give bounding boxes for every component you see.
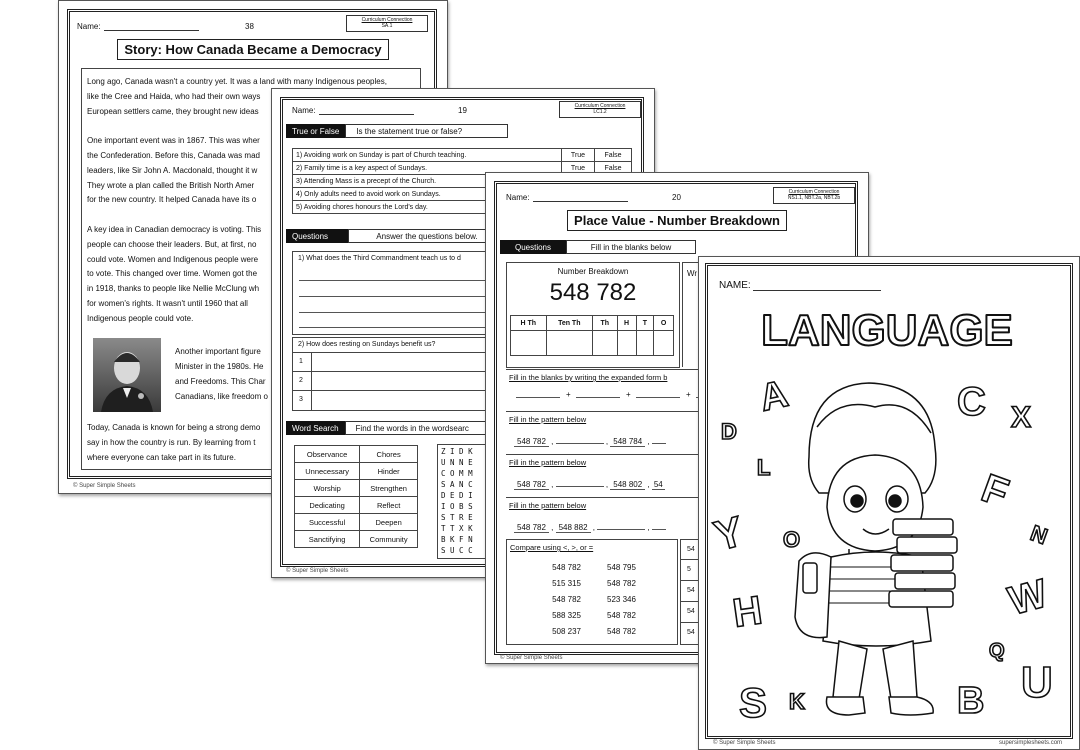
false-option[interactable]: False [595, 149, 632, 162]
name-field [506, 193, 628, 202]
name-label: NAME: [719, 280, 751, 291]
name-line [104, 23, 199, 31]
pattern-value: 548 782 [514, 523, 549, 533]
word-cell: Community [360, 531, 418, 548]
pattern-blank[interactable] [652, 443, 666, 444]
grid-row: Z I D K [441, 447, 473, 456]
grid-row: S U C C [441, 546, 473, 555]
place-header: O [654, 316, 674, 331]
word-cell: Strengthen [360, 480, 418, 497]
story-line: the Confederation. Before this, Canada was mad [87, 150, 260, 160]
compare-right: 548 782 [607, 579, 636, 588]
place-answer-cell[interactable] [546, 331, 592, 356]
child-illustration [795, 383, 957, 715]
story-line: Indigenous people could vote. [87, 313, 194, 323]
letter-x: X [1011, 401, 1032, 434]
word-cell: Reflect [360, 497, 418, 514]
compare-row [517, 608, 636, 624]
name-label: Name: [292, 106, 316, 115]
side-cell: 54 [687, 629, 695, 636]
pattern-row: 548 782 , 548 882 , , [514, 523, 666, 533]
compare-left: 548 782 [552, 595, 581, 604]
word-cell: Successful [295, 514, 360, 531]
written-form-label: Wr [687, 269, 698, 278]
closing-text [87, 420, 260, 465]
footer-copyright: © Super Simple Sheets [286, 568, 349, 574]
statement-cell: 2) Family time is a key aspect of Sundays. [293, 162, 562, 175]
footer-copyright: © Super Simple Sheets [500, 655, 563, 661]
compare-row [517, 592, 636, 608]
letter-a: A [756, 373, 792, 420]
pattern-blank[interactable] [556, 486, 604, 487]
story-line: like the Cree and Haida, who had their own ways [87, 91, 261, 101]
compare-box [506, 539, 678, 645]
grid-row: S A N C [441, 480, 473, 489]
story-line: to vote. This changed over time. Women got the [87, 269, 258, 279]
portrait-text [175, 344, 268, 404]
grid-row: I O B S [441, 502, 473, 511]
coloring-art [699, 257, 1079, 749]
letter-o: O [783, 527, 801, 552]
section-tab: Word Search [286, 421, 345, 435]
sheet-title: Place Value - Number Breakdown [486, 210, 868, 231]
side-cell: 54 [681, 602, 705, 623]
section-instruction: Is the statement true or false? [345, 124, 508, 138]
pattern-blank[interactable] [652, 529, 666, 530]
answer-number: 1 [299, 358, 303, 365]
closing-line: Today, Canada is known for being a strong demo [87, 423, 261, 432]
story-line: European settlers came, they brought new ideas [87, 106, 259, 116]
word-cell: Observance [295, 446, 360, 463]
section-instruction: Fill in the blanks below [566, 240, 696, 254]
closing-line: say in how the country is run. By learning from t [87, 438, 256, 447]
closing-line: where everyone can take part in its future. [87, 453, 236, 462]
answer-number: 2 [299, 377, 303, 384]
story-line: could vote. Women and Indigenous people were [87, 254, 259, 264]
place-value-table [510, 315, 674, 356]
number-breakdown-box [506, 262, 680, 368]
portrait-figure [93, 338, 161, 412]
story-line: in 1918, thanks to people like Nellie McClung wh [87, 284, 260, 294]
story-line: Long ago, Canada wasn't a country yet. It was a land with many Indigenous peoples, [87, 77, 387, 86]
story-line: people can choose their leaders. But, at first, no [87, 239, 257, 249]
portrait-line: Canadians, like freedom o [175, 392, 268, 401]
table-row [295, 480, 418, 497]
grid-row: S T R E [441, 513, 473, 522]
compare-rows [517, 560, 636, 640]
pattern-value: 548 784 [610, 437, 645, 447]
side-cell: 5 [681, 560, 705, 581]
letter-s: S [739, 679, 768, 726]
word-cell: Deepen [360, 514, 418, 531]
name-field [77, 22, 199, 31]
name-line [319, 107, 414, 115]
name-label: Name: [77, 22, 101, 31]
pattern-value: 548 782 [514, 480, 549, 490]
pattern-label: Fill in the pattern below [509, 415, 587, 424]
name-label: Name: [506, 193, 530, 202]
grid-row: T T X K [441, 524, 473, 533]
compare-left: 508 237 [552, 627, 581, 636]
coloring-page-language [698, 256, 1080, 750]
section-bar-word-search [286, 421, 506, 435]
compare-right: 548 782 [607, 611, 636, 620]
word-cell: Dedicating [295, 497, 360, 514]
table-row [295, 463, 418, 480]
compare-label: Compare using <, >, or = [510, 543, 594, 552]
word-cell: Chores [360, 446, 418, 463]
pattern-row: 548 782 , , 548 784 , [514, 437, 666, 447]
curriculum-code: LC1.2 [593, 109, 607, 115]
section-bar-questions [286, 229, 506, 243]
table-row [295, 497, 418, 514]
curriculum-title: Curriculum Connection [788, 189, 840, 195]
page-number: 38 [245, 22, 254, 31]
letter-l: L [757, 455, 771, 480]
letter-f: F [975, 466, 1014, 516]
place-answer-cell[interactable] [636, 331, 654, 356]
place-header: T [636, 316, 654, 331]
blank-line[interactable] [516, 397, 560, 398]
story-line: A key idea in Canadian democracy is voting. This [87, 224, 262, 234]
place-answer-cell[interactable] [654, 331, 674, 356]
word-cell: Unnecessary [295, 463, 360, 480]
portrait-line: Minister in the 1980s. He [175, 362, 264, 371]
statement-cell: 5) Avoiding chores honours the Lord's day. [293, 201, 562, 214]
story-line: for the new country. It helped Canada have its o [87, 195, 257, 205]
statement-cell: 3) Attending Mass is a precept of the Church. [293, 175, 562, 188]
story-line: They wrote a plan called the British North Amer [87, 180, 255, 190]
side-cell: 54 [681, 581, 705, 602]
table-row [295, 446, 418, 463]
plus-sign: + [626, 390, 631, 399]
table-row [293, 149, 632, 162]
story-line: for women's rights. It wasn't until 1960 that all [87, 298, 248, 308]
letter-q: Q [989, 640, 1005, 662]
pattern-value: 54 [653, 480, 663, 489]
portrait-photo [93, 338, 161, 412]
story-line: leaders, like Sir John A. Macdonald, thought it w [87, 165, 258, 175]
expanded-label: Fill in the blanks by writing the expanded form b [509, 373, 668, 382]
table-row [511, 316, 674, 331]
pattern-box-3 [506, 497, 706, 538]
place-header: Th [592, 316, 617, 331]
table-row [511, 331, 674, 356]
letter-d: D [721, 419, 737, 444]
curriculum-title: Curriculum Connection [361, 17, 413, 23]
grid-row: D E D I [441, 491, 473, 500]
pattern-value: 548 882 [556, 523, 591, 533]
letter-u: U [1021, 658, 1053, 707]
page-number: 19 [458, 106, 467, 115]
section-instruction: Find the words in the wordsearc [345, 421, 506, 435]
plus-sign: + [566, 390, 571, 399]
word-cell: Sanctifying [295, 531, 360, 548]
place-header: H [617, 316, 636, 331]
page-number: 20 [672, 193, 681, 202]
footer-website: supersimplesheets.com [999, 740, 1063, 746]
section-tab: True or False [286, 124, 345, 138]
curriculum-connection [346, 15, 428, 32]
section-bar-questions [500, 240, 696, 254]
blank-line[interactable] [636, 397, 680, 398]
breakdown-number: 548 782 [549, 279, 637, 306]
grid-row: C O M M [441, 469, 473, 478]
pattern-blank[interactable] [556, 443, 604, 444]
letter-h: H [730, 588, 765, 636]
section-bar-true-false [286, 124, 508, 138]
compare-left: 515 315 [552, 579, 581, 588]
curriculum-code: NS1.1, NBT.2a, NBT.2b [787, 195, 841, 201]
compare-left: 588 325 [552, 611, 581, 620]
table-row [295, 514, 418, 531]
place-header: H Th [511, 316, 547, 331]
section-tab: Questions [286, 229, 348, 243]
name-field [292, 106, 414, 115]
language-title: LANGUAGE [761, 306, 1013, 355]
compare-right: 523 346 [607, 595, 636, 604]
statement-cell: 4) Only adults need to avoid work on Sundays. [293, 188, 562, 201]
curriculum-title: Curriculum Connection [574, 103, 626, 109]
grid-row: B K F N [441, 535, 473, 544]
side-cell: 54 [681, 540, 705, 560]
compare-row [517, 624, 636, 640]
compare-row [517, 560, 636, 576]
pattern-label: Fill in the pattern below [509, 458, 587, 467]
grid-row: U N N E [441, 458, 473, 467]
curriculum-connection [773, 187, 855, 204]
letter-k: K [789, 689, 805, 714]
footer-copyright: © Super Simple Sheets [73, 483, 136, 489]
blank-line[interactable] [576, 397, 620, 398]
place-answer-cell[interactable] [617, 331, 636, 356]
false-option[interactable]: False [595, 162, 632, 175]
letter-y: Y [709, 507, 749, 560]
story-line: One important event was in 1867. This was wher [87, 136, 260, 146]
compare-right: 548 782 [607, 627, 636, 636]
place-answer-cell[interactable] [511, 331, 547, 356]
curriculum-code: SA.1 [381, 23, 393, 29]
answer-divider [311, 391, 312, 410]
question-text: 1) What does the Third Commandment teach us to d [298, 255, 461, 262]
pattern-value: 548 782 [514, 437, 549, 447]
name-line [533, 194, 628, 202]
true-option[interactable]: True [562, 149, 595, 162]
answer-divider [311, 353, 312, 372]
place-header: Ten Th [546, 316, 592, 331]
pattern-row: 548 782 , , 548 802 , 54 [514, 480, 665, 490]
letter-w: W [1003, 571, 1052, 624]
pattern-value: 548 802 [610, 480, 645, 490]
compare-left: 548 782 [552, 563, 581, 572]
word-cell: Hinder [360, 463, 418, 480]
portrait-line: Another important figure [175, 347, 261, 356]
expanded-form-box [506, 369, 706, 410]
sheet-title: Story: How Canada Became a Democracy [59, 39, 447, 60]
compare-right: 548 795 [607, 563, 636, 572]
statement-cell: 1) Avoiding work on Sunday is part of Church teaching. [293, 149, 562, 162]
letter-n: N [1027, 520, 1051, 550]
question-text: 2) How does resting on Sundays benefit us? [298, 341, 436, 348]
plus-sign: + [686, 390, 691, 399]
compare-row [517, 576, 636, 592]
table-row [295, 531, 418, 548]
section-tab: Questions [500, 240, 566, 254]
word-cell: Worship [295, 480, 360, 497]
pattern-label: Fill in the pattern below [509, 501, 587, 510]
answer-divider [311, 372, 312, 391]
pattern-blank[interactable] [597, 529, 645, 530]
portrait-line: and Freedoms. This Char [175, 377, 266, 386]
letter-c: C [957, 380, 986, 424]
answer-number: 3 [299, 396, 303, 403]
word-list-table [294, 445, 418, 548]
breakdown-label: Number Breakdown [557, 267, 629, 276]
pattern-box-2 [506, 454, 706, 497]
pattern-box-1 [506, 411, 706, 454]
footer-copyright: © Super Simple Sheets [713, 740, 776, 746]
true-option[interactable]: True [562, 162, 595, 175]
section-instruction: Answer the questions below. [348, 229, 506, 243]
letter-b: B [957, 680, 985, 722]
curriculum-connection [559, 101, 641, 118]
place-answer-cell[interactable] [592, 331, 617, 356]
